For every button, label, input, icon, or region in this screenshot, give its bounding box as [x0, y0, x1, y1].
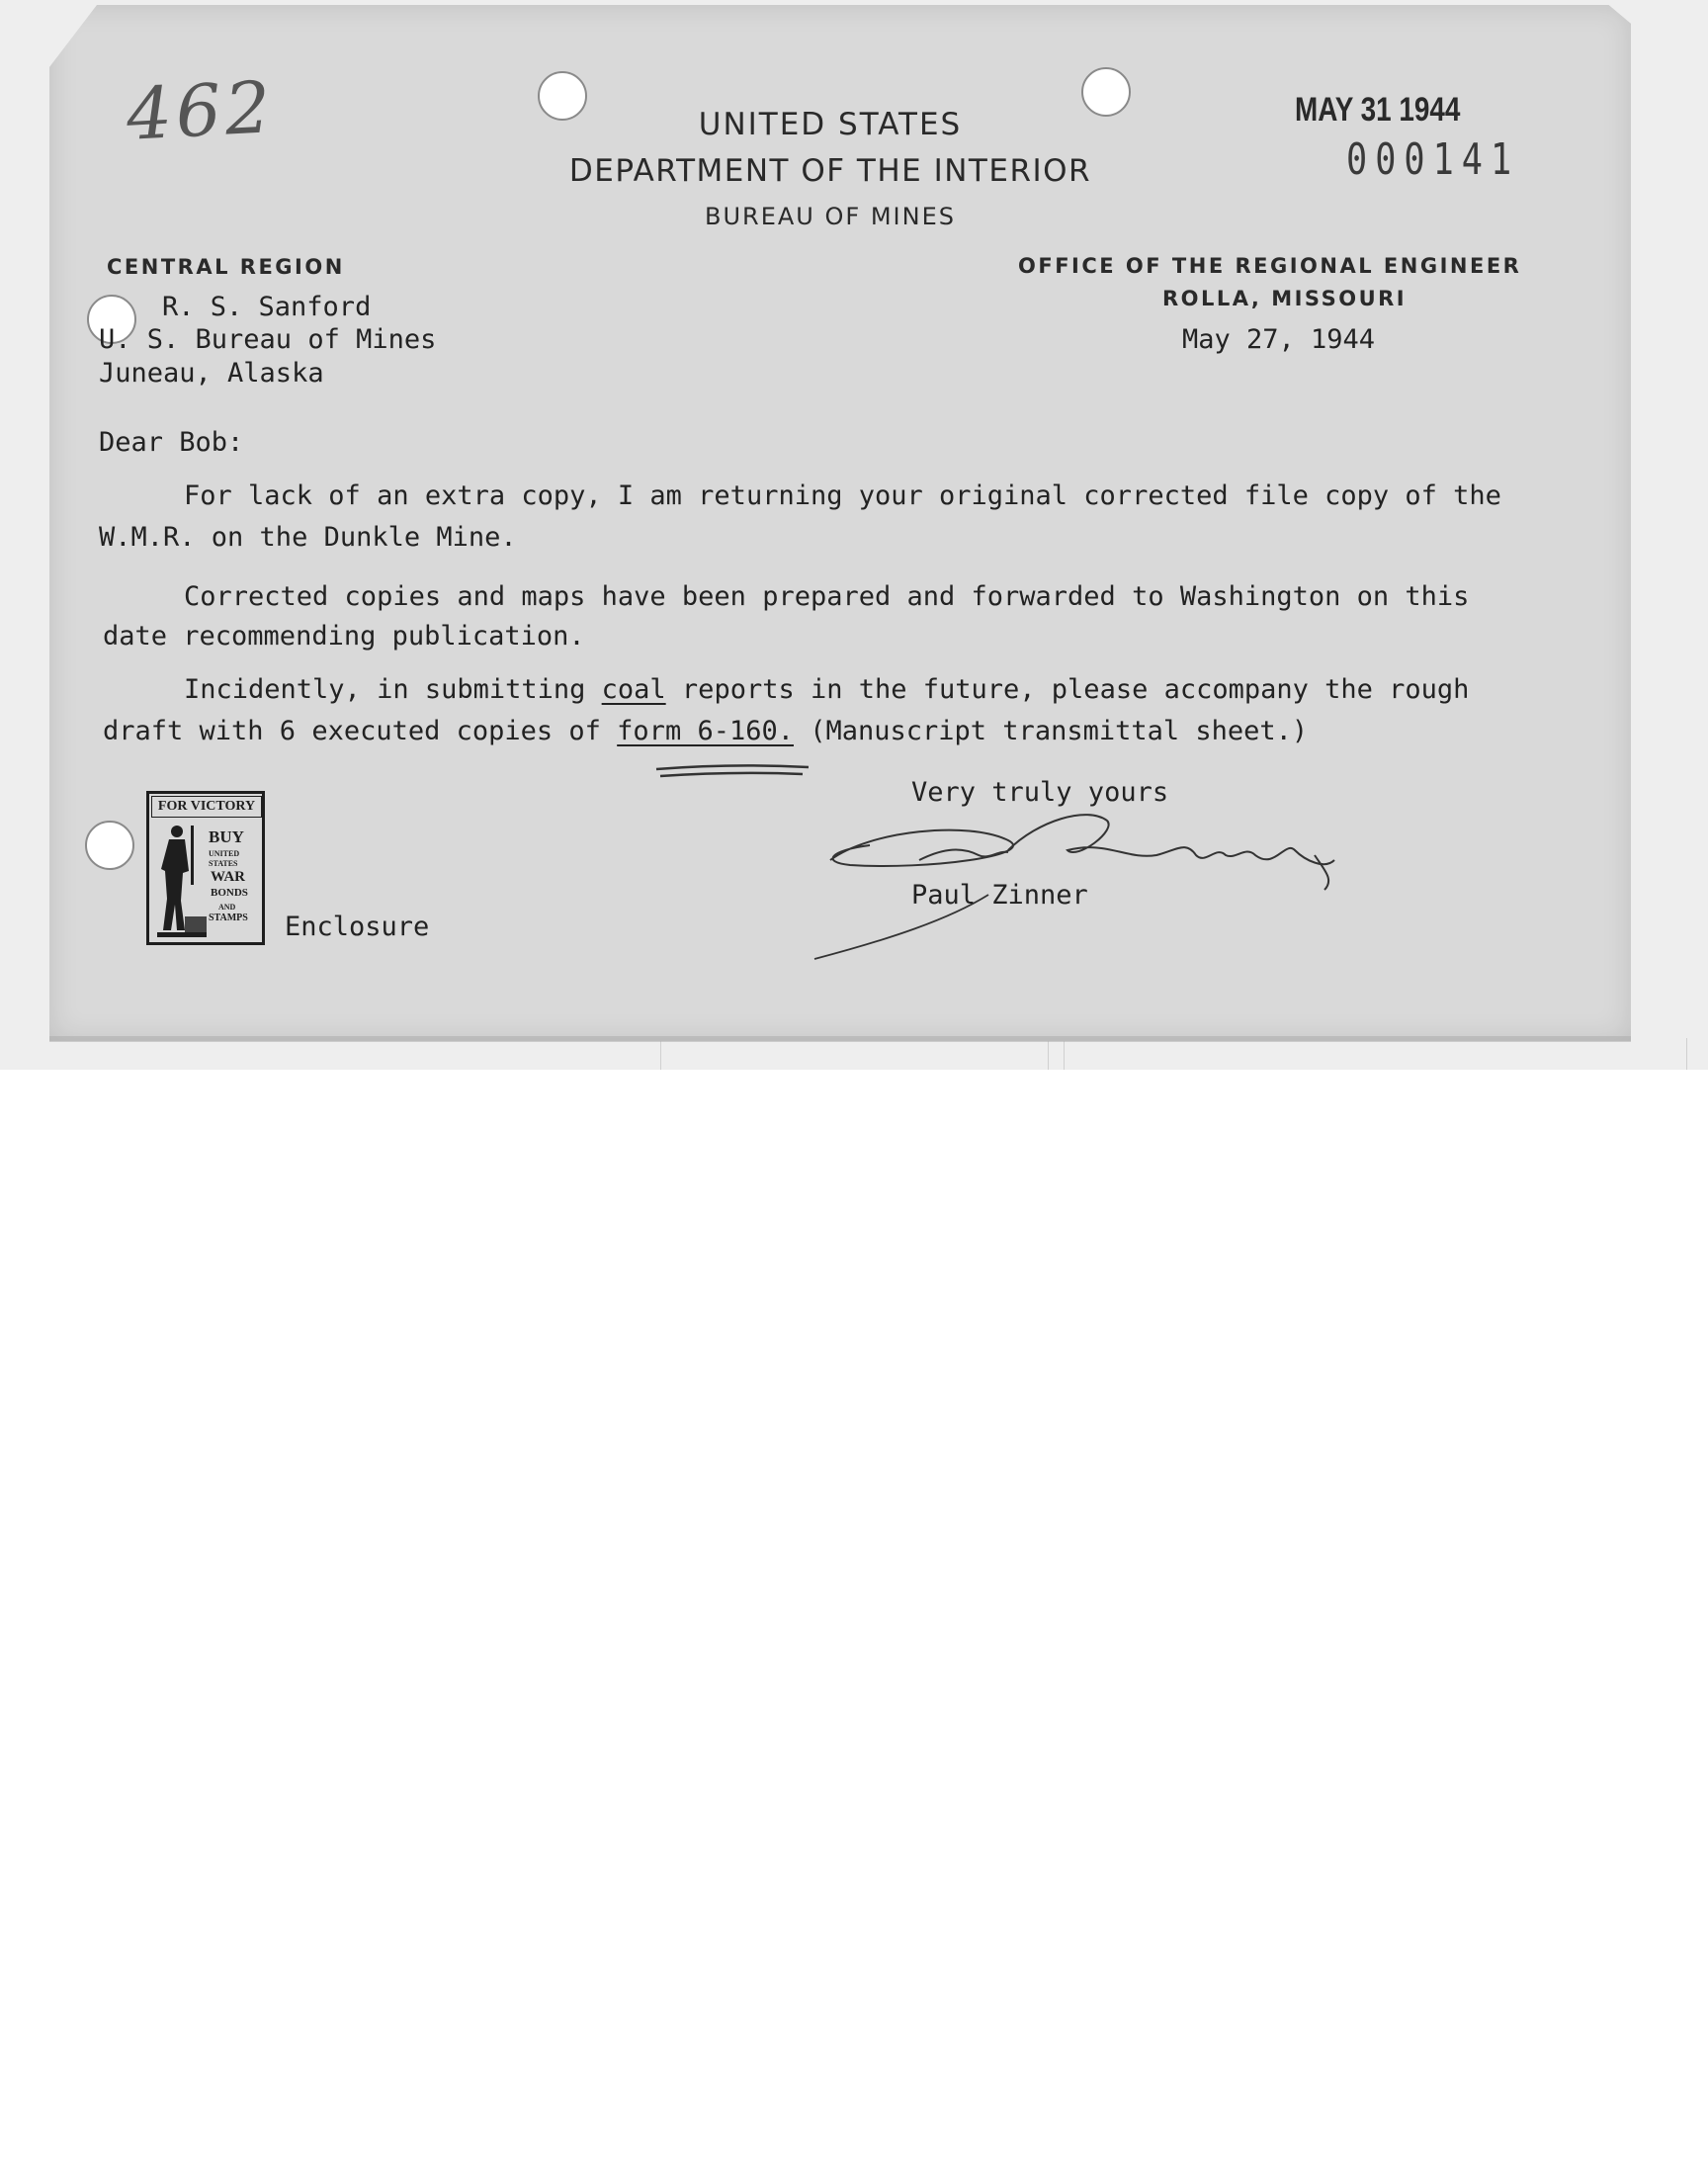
paragraph-2-line-1: Corrected copies and maps have been prepared and forwarded to Washington on this: [184, 581, 1470, 612]
coal-underlined: coal: [601, 674, 666, 705]
form-underlined: form 6-160.: [617, 716, 794, 746]
poster-and: AND: [218, 903, 236, 912]
poster-bonds: BONDS: [211, 887, 248, 899]
received-date-stamp: MAY 31 1944: [1295, 91, 1461, 129]
paper-edge: [49, 1036, 1631, 1042]
salutation: Dear Bob:: [99, 427, 244, 458]
recipient-org: U. S. Bureau of Mines: [99, 324, 437, 355]
poster-war: WAR: [211, 869, 246, 885]
p3-line2-post: (Manuscript transmittal sheet.): [793, 716, 1309, 746]
letterhead-line-2: DEPARTMENT OF THE INTERIOR: [568, 153, 1092, 189]
letterhead-line-3: BUREAU OF MINES: [705, 203, 956, 230]
recipient-name: R. S. Sanford: [162, 292, 372, 322]
recipient-city: Juneau, Alaska: [99, 358, 324, 389]
poster-buy: BUY: [209, 827, 244, 846]
letterhead-line-1: UNITED STATES: [698, 107, 963, 142]
scan-divider: [1064, 1038, 1065, 1070]
p3-line2-pre: draft with 6 executed copies of: [103, 716, 618, 746]
enclosure-note: Enclosure: [285, 912, 430, 942]
scan-divider: [1048, 1038, 1049, 1070]
office-location: ROLLA, MISSOURI: [1162, 287, 1408, 310]
poster-title: FOR VICTORY: [151, 796, 262, 818]
scan-divider: [660, 1038, 661, 1070]
paragraph-1-line-2: W.M.R. on the Dunkle Mine.: [99, 522, 517, 553]
handwritten-file-number: 462: [124, 65, 277, 156]
letter-date: May 27, 1944: [1182, 324, 1376, 355]
paragraph-1-line-1: For lack of an extra copy, I am returning your original corrected file copy of the: [184, 480, 1501, 511]
poster-stamps: STAMPS: [209, 913, 248, 923]
signer-name: Paul Zinner: [911, 880, 1088, 911]
poster-united: UNITED: [209, 849, 240, 858]
scan-divider: [1686, 1038, 1687, 1070]
closing: Very truly yours: [911, 777, 1169, 808]
minuteman-figure-icon: [155, 822, 209, 938]
p3-pre: Incidently, in submitting: [184, 674, 602, 705]
paragraph-3-line-2: [103, 716, 1308, 746]
paragraph-2-line-2: date recommending publication.: [103, 621, 585, 652]
poster-states: STATES: [209, 859, 238, 868]
pencil-underline-mark: [654, 761, 812, 781]
p3-post: reports in the future, please accompany the rough: [665, 674, 1470, 705]
paragraph-3-line-1: [184, 674, 1469, 705]
received-number-stamp: 000141: [1346, 134, 1520, 185]
region-label: CENTRAL REGION: [107, 255, 345, 279]
punch-hole: [85, 821, 134, 870]
office-label: OFFICE OF THE REGIONAL ENGINEER: [1018, 254, 1522, 278]
war-bonds-poster: [146, 791, 265, 945]
